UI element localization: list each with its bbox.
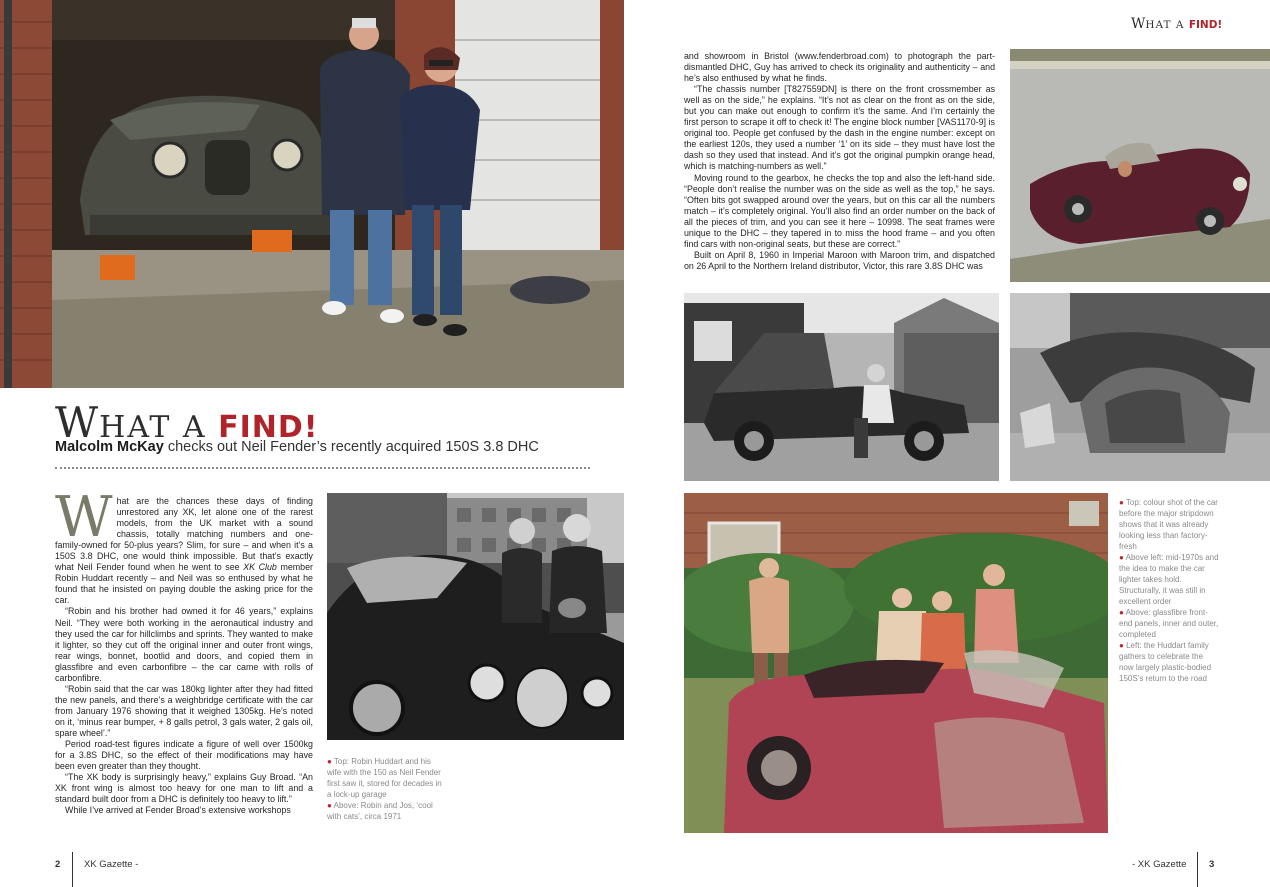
caption: ● Left: the Huddart family gathers to celebrate the now largely plastic-bodied 150S’s return to the road bbox=[1119, 641, 1212, 683]
folio-right: 3 bbox=[1209, 859, 1215, 870]
paragraph: hat are the chances these days of finding unrestored any XK, let alone one of the rarest models, from the UK market with a sound chassis, totally matching numbers and one-family-owned for 50-plus years? Slim, for sure – and when it’s a 150S 3.8 DHC, one would think impossible. But that’s exactly what Neil Fender found when he went to see XK Club member Robin Huddart recently – and Neil was so enthused by what he found that he insisted on paying double the asking price for the car. bbox=[55, 496, 314, 606]
paragraph: Moving round to the gearbox, he checks the top and also the left-hand side. “People don’t realise the number was on the side as well as the top,” he says. “Often bits got swapped around over the years, but on this car all the numbers match – it’s completely original. You’ll also find an order number on the back of all the pieces of trim, and you can see it here – 10998. The seat frames were unique to the DHC – they tapered in to miss the hood frame – and you often find cars with non-original seats, but these are correct.” bbox=[684, 172, 995, 249]
paragraph: “The XK body is surprisingly heavy,” explains Guy Broad. “An XK front wing is almost too heavy for one man to lift and a standard built door from a DHC is definitely too heavy to lift.” bbox=[55, 772, 313, 805]
colour-photo-aerial-car bbox=[1010, 49, 1270, 282]
paragraph: “Robin and his brother had owned it for 46 years,” explains Neil. “They were both working in the aeronautical industry and they used the car for hillclimbs and sprints. They wanted to make it lighter, so they cut off the original inner and outer front wings, rear wings, bonnet, bootlid and doors, and copied them in glassfibre and even carbonfibre – the car came with rolls of carbonfibre. bbox=[55, 606, 313, 683]
paragraph: Period road-test figures indicate a figure of well over 1500kg for a 3.8S DHC, so the effect of their modifications may have been even greater than they thought. bbox=[55, 739, 313, 772]
caption: ● Above: glassfibre front-end panels, inner and outer, completed bbox=[1119, 608, 1219, 639]
bw-photo-cool-with-cats bbox=[327, 493, 624, 740]
folio-divider-right bbox=[1197, 852, 1198, 887]
body-column-3 bbox=[684, 51, 995, 272]
folio-left-title: XK Gazette - bbox=[84, 859, 139, 870]
paragraph: and showroom in Bristol (www.fenderbroad.com) to photograph the part-dismantled DHC, Guy has arrived to check its originality and authenticity – and he’s also enthused by what he finds. bbox=[684, 51, 995, 84]
dotted-divider bbox=[55, 467, 590, 469]
folio-right-title: - XK Gazette bbox=[1132, 859, 1187, 870]
drop-cap: W bbox=[55, 485, 113, 550]
colour-photo-huddart-family bbox=[684, 493, 1108, 833]
bw-photo-mid-1970s bbox=[684, 293, 999, 481]
folio-left: 2 bbox=[55, 859, 61, 870]
caption: ● Above left: mid-1970s and the idea to make the car lighter takes hold. Structurally, it was still in excellent order bbox=[1119, 553, 1219, 606]
caption: ● Top: Robin Huddart and his wife with the 150 as Neil Fender first saw it, stored for decades in a lock-up garage bbox=[327, 757, 442, 799]
author-name: Malcolm McKay bbox=[55, 439, 164, 455]
captions-right bbox=[1119, 497, 1219, 684]
folio-divider-left bbox=[72, 852, 73, 887]
standfirst: Malcolm McKay checks out Neil Fender’s recently acquired 150S 3.8 DHC bbox=[55, 439, 539, 455]
captions-left bbox=[327, 756, 445, 822]
running-head: WHAT A FIND! bbox=[1131, 16, 1223, 32]
paragraph: While I’ve arrived at Fender Broad’s extensive workshops bbox=[65, 805, 291, 816]
paragraph: “Robin said that the car was 180kg lighter after they had fitted the new panels, and there’s a weighbridge certificate with the car from January 1976 showing that it weighed 1305kg. He’s noted on it, ‘minus rear bumper, + 8 galls petrol, 3 gals water, 2 gals oil, spare wheel’.” bbox=[55, 683, 313, 738]
bw-photo-glassfibre-panels bbox=[1010, 293, 1270, 481]
hero-photo-garage-couple bbox=[0, 0, 624, 388]
caption: ● Top: colour shot of the car before the major stripdown shows that it was already looking less than factory-fresh bbox=[1119, 498, 1218, 551]
paragraph: Built on April 8, 1960 in Imperial Maroon with Maroon trim, and dispatched on 26 April to the Northern Ireland distributor, Victor, this rare 3.8S DHC was bbox=[684, 249, 995, 271]
body-column-1 bbox=[55, 485, 314, 816]
article-title: WHAT A FIND! bbox=[55, 398, 319, 447]
paragraph: “The chassis number [T827559DN] is there on the front crossmember as well as on the side,” he explains. “It’s not as clear on the front as on the side, but you can make out enough to confirm it’s the same. And I’m certainly the first person to scrape it off to check it! The engine block number [VAS1170-9] is original too. People get confused by the dash in the engine number: except on the earliest 120s, they used a number ‘1’ on its side – they must have lost the dash so they used that instead. And it’s got the original pumpkin orange head, which is matching-numbers as well.” bbox=[684, 84, 995, 172]
caption: ● Above: Robin and Jos, ‘cool with cats’, circa 1971 bbox=[327, 801, 433, 821]
